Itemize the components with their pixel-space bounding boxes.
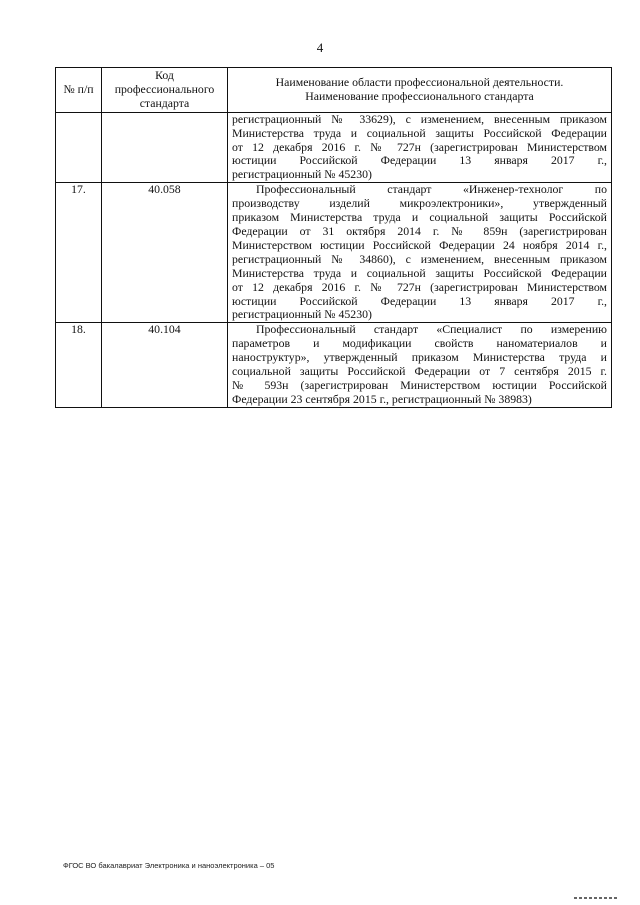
standard-name-line: Министерства труда и социальной защиты Российской Федерации bbox=[232, 265, 607, 280]
standard-name-line: наноструктур», утвержденный приказом Министерства труда и bbox=[232, 350, 607, 365]
header-code-line: Код bbox=[155, 68, 174, 82]
table-row bbox=[56, 112, 612, 183]
table-body bbox=[56, 112, 612, 407]
standard-code: 40.104 bbox=[102, 323, 228, 407]
standard-name-line: параметров и модификации свойств наноматериалов и bbox=[232, 336, 607, 351]
standard-name-line: Федерации от 31 октября 2014 г. № 859н (зарегистрирован bbox=[232, 223, 607, 238]
standard-name-line: регистрационный № 34860), с изменением, внесенным приказом bbox=[232, 251, 607, 266]
header-code-line: профессионального bbox=[114, 81, 215, 96]
table-row bbox=[56, 323, 612, 407]
row-number: 17. bbox=[56, 183, 102, 323]
standard-name-line: Профессиональный стандарт «Специалист по измерению bbox=[256, 322, 607, 337]
standard-name-line: Федерации 23 сентября 2015 г., регистрационный № 38983) bbox=[232, 391, 532, 406]
standard-name-line: № 593н (зарегистрирован Министерством юстиции Российской bbox=[232, 377, 607, 392]
table-row bbox=[56, 183, 612, 323]
header-name bbox=[228, 68, 612, 113]
standard-code bbox=[102, 112, 228, 183]
standard-name-line: Профессиональный стандарт «Инженер-технолог по bbox=[256, 182, 607, 197]
header-num: № п/п bbox=[56, 68, 102, 113]
standard-name-line: Министерства труда и социальной защиты Российской Федерации bbox=[232, 125, 607, 140]
standard-name bbox=[228, 112, 612, 183]
standard-name-line: регистрационный № 45230) bbox=[232, 167, 372, 182]
table-header-row bbox=[56, 68, 612, 113]
standard-name-line: Министерством юстиции Российской Федерации 24 ноября 2014 г., bbox=[232, 237, 607, 252]
row-number: 18. bbox=[56, 323, 102, 407]
header-name-line: Наименование профессионального стандарта bbox=[305, 88, 534, 103]
standard-name-line: регистрационный № 45230) bbox=[232, 307, 372, 322]
standard-name-line: регистрационный № 33629), с изменением, внесенным приказом bbox=[232, 111, 607, 126]
standard-name-line: социальной защиты Российской Федерации от 7 сентября 2015 г. bbox=[232, 364, 607, 379]
standard-name-line: юстиции Российской Федерации 13 января 2017 г., bbox=[232, 153, 607, 168]
header-code bbox=[102, 68, 228, 113]
header-name-line: Наименование области профессиональной деятельности. bbox=[275, 74, 564, 89]
page-number: 4 bbox=[316, 40, 324, 55]
standards-table bbox=[55, 67, 612, 408]
standard-code: 40.058 bbox=[102, 183, 228, 323]
standard-name-line: от 12 декабря 2016 г. № 727н (зарегистрирован Министерством bbox=[232, 139, 607, 154]
standard-name-line: от 12 декабря 2016 г. № 727н (зарегистрирован Министерством bbox=[232, 279, 607, 294]
header-code-line: стандарта bbox=[139, 95, 190, 110]
row-number bbox=[56, 112, 102, 183]
standard-name-line: производству изделий микроэлектроники», утвержденный bbox=[232, 196, 607, 211]
standard-name-line: приказом Министерства труда и социальной защиты Российской bbox=[232, 210, 607, 225]
standard-name bbox=[228, 183, 612, 323]
scan-artifact bbox=[574, 897, 618, 899]
standard-name-line: юстиции Российской Федерации 13 января 2017 г., bbox=[232, 293, 607, 308]
standard-name bbox=[228, 323, 612, 407]
footer-note: ФГОС ВО бакалавриат Электроника и наноэлектроника – 05 bbox=[63, 861, 275, 870]
